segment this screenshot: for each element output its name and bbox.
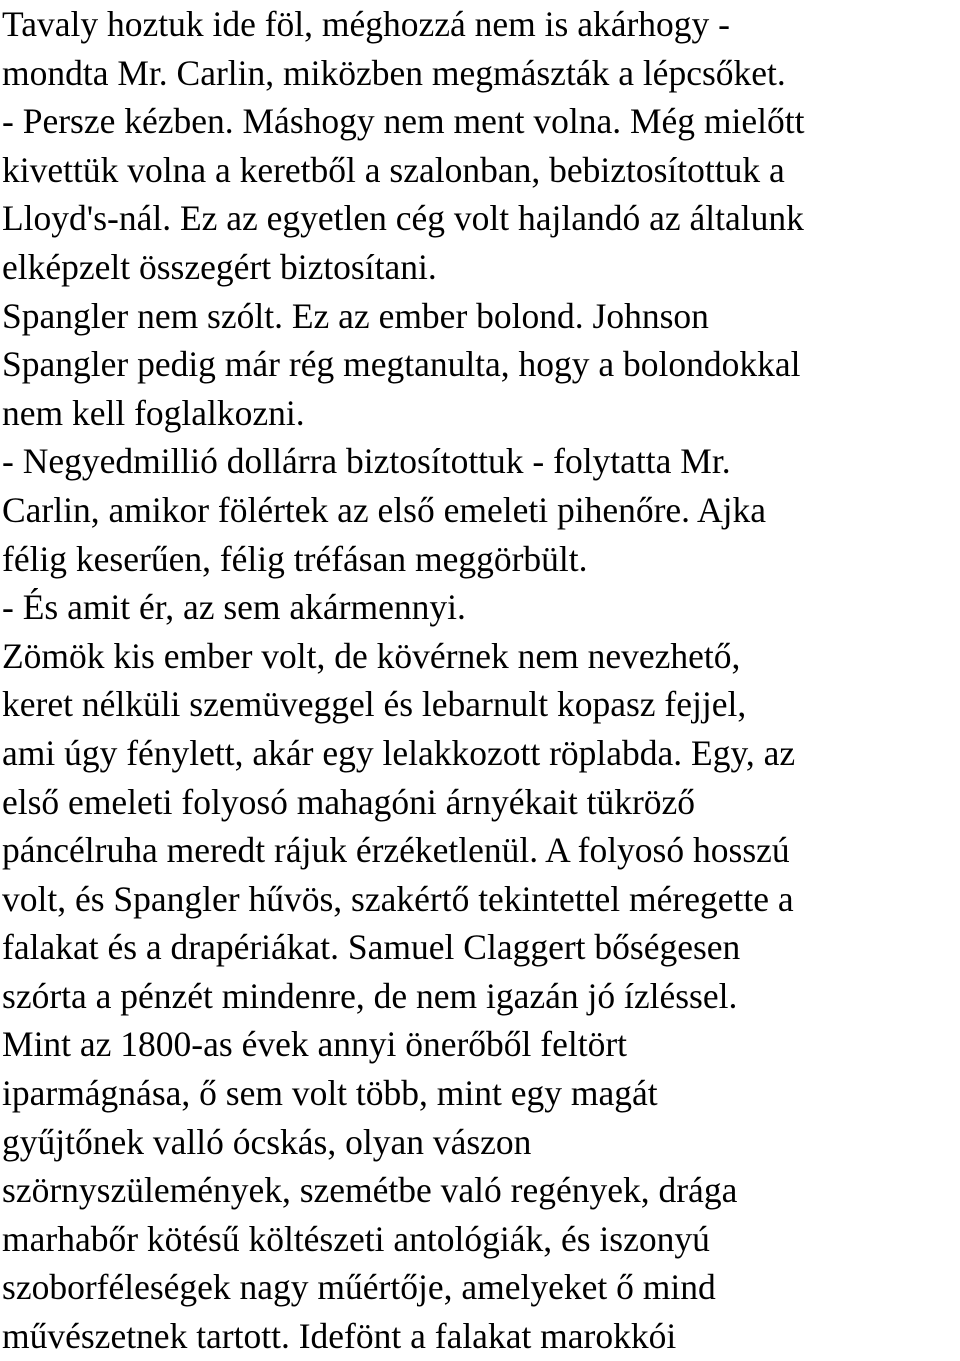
text-line: kivettük volna a keretből a szalonban, bebiztosítottuk a (2, 149, 785, 190)
body-text (2, 0, 958, 1361)
text-line: Tavaly hoztuk ide föl, méghozzá nem is akárhogy - (2, 4, 730, 44)
text-line: - És amit ér, az sem akármennyi. (2, 587, 466, 628)
text-line: félig keserűen, félig tréfásan meggörbült. (2, 538, 588, 579)
text-line: - Negyedmillió dollárra biztosítottuk - folytatta Mr. (2, 441, 731, 482)
text-line: művészetnek tartott. Idefönt a falakat marokkói (2, 1316, 677, 1357)
text-line: ami úgy fénylett, akár egy lelakkozott röplabda. Egy, az (2, 732, 796, 773)
text-line: volt, és Spangler hűvös, szakértő tekintettel méregette a (2, 878, 794, 919)
text-line: iparmágnása, ő sem volt több, mint egy magát (2, 1073, 658, 1114)
text-line: mondta Mr. Carlin, miközben megmászták a lépcsőket. (2, 52, 786, 93)
text-line: szoborféleségek nagy műértője, amelyeket ő mind (2, 1267, 716, 1308)
text-line: nem kell foglalkozni. (2, 392, 305, 433)
text-line: Spangler nem szólt. Ez az ember bolond. Johnson (2, 295, 709, 336)
text-line: Mint az 1800-as évek annyi önerőből feltört (2, 1024, 628, 1065)
text-line: szörnyszülemények, szemétbe való regények, drága (2, 1170, 738, 1211)
text-line: Zömök kis ember volt, de kövérnek nem nevezhető, (2, 635, 741, 676)
text-line: Carlin, amikor fölértek az első emeleti pihenőre. Ajka (2, 489, 766, 530)
text-line: elképzelt összegért biztosítani. (2, 246, 437, 287)
text-line: páncélruha meredt rájuk érzéketlenül. A folyosó hosszú (2, 830, 790, 871)
text-line: első emeleti folyosó mahagóni árnyékait tükröző (2, 781, 696, 822)
text-line: Spangler pedig már rég megtanulta, hogy a bolondokkal (2, 344, 801, 385)
text-line: marhabőr kötésű költészeti antológiák, és iszonyú (2, 1218, 710, 1259)
text-line: Lloyd's-nál. Ez az egyetlen cég volt hajlandó az általunk (2, 198, 804, 239)
text-line: falakat és a drapériákat. Samuel Claggert bőségesen (2, 927, 741, 968)
text-line: szórta a pénzét mindenre, de nem igazán jó ízléssel. (2, 975, 738, 1016)
text-line: keret nélküli szemüveggel és lebarnult kopasz fejjel, (2, 684, 747, 725)
text-line: gyűjtőnek valló ócskás, olyan vászon (2, 1121, 532, 1162)
text-line: - Persze kézben. Máshogy nem ment volna. Még mielőtt (2, 101, 805, 142)
